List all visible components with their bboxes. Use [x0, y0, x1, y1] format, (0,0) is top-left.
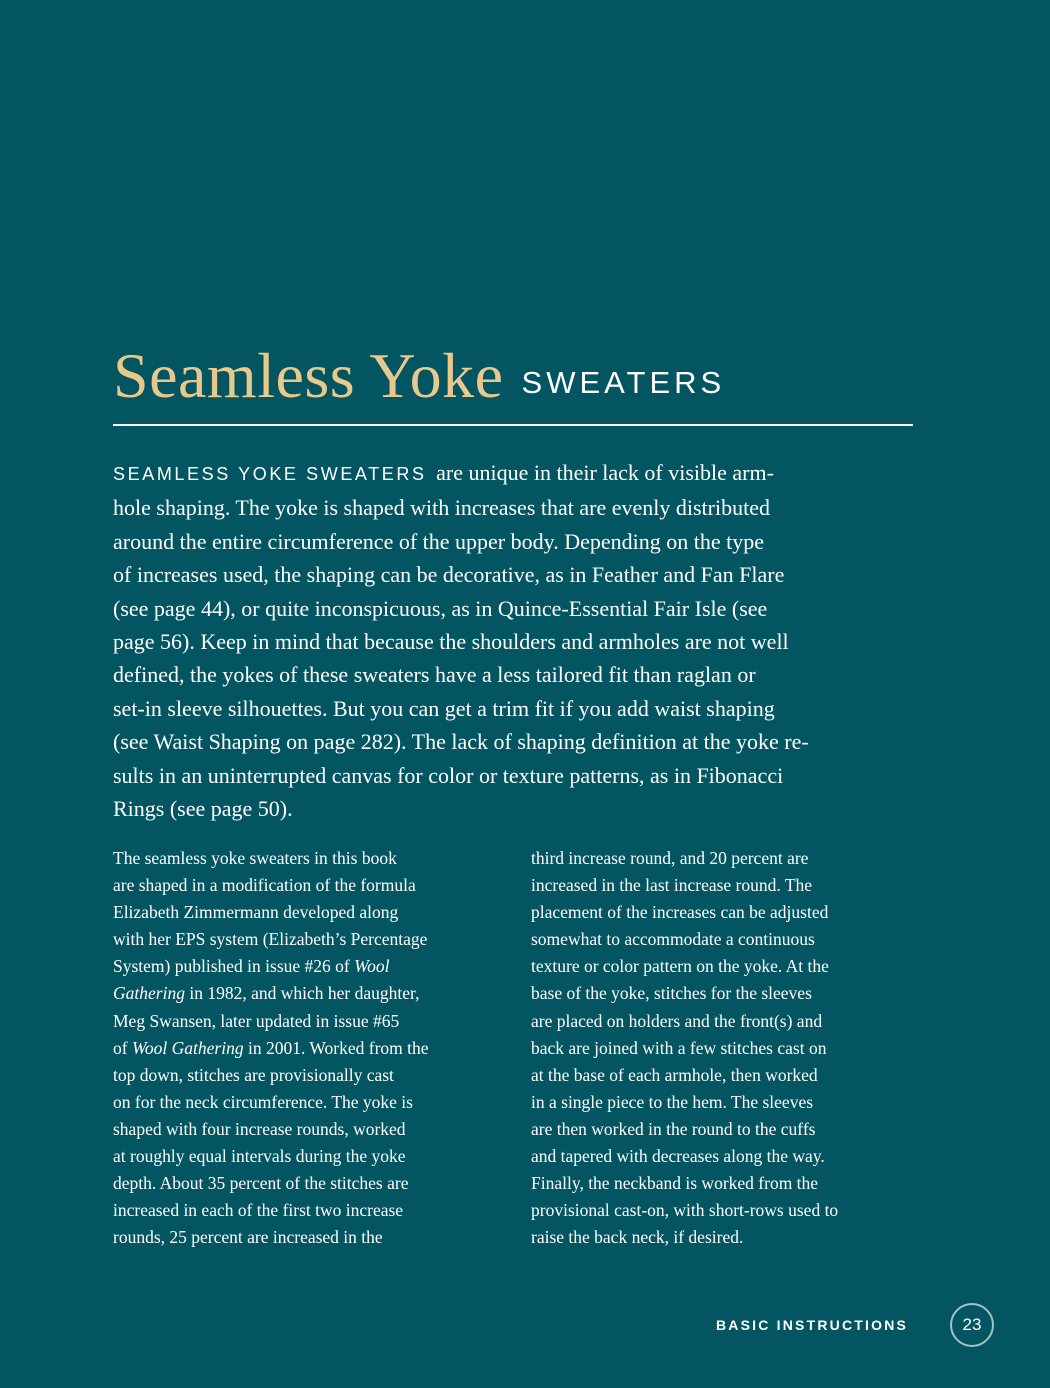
text-run: in 2001. Worked from the [243, 1037, 429, 1058]
text-line: set-in sleeve silhouettes. But you can get a trim fit if you add waist shaping [113, 695, 775, 721]
text-line: and tapered with decreases along the way. [531, 1146, 825, 1167]
text-run: in 1982, and which her daughter, [184, 983, 420, 1004]
text-line: back are joined with a few stitches cast on [531, 1037, 827, 1058]
text-run: of [113, 1037, 132, 1058]
text-line: page 56). Keep in mind that because the shoulders and armholes are not well [113, 629, 789, 655]
text-line [113, 1035, 503, 1062]
text-line: The seamless yoke sweaters in this book [113, 848, 397, 868]
text-line: at the base of each armhole, then worked [531, 1064, 818, 1085]
text-line: rounds, 25 percent are increased in the [113, 1227, 383, 1248]
text-line: in a single piece to the hem. The sleeves [531, 1091, 814, 1112]
text-line: defined, the yokes of these sweaters have a less tailored fit than raglan or [113, 662, 756, 688]
body-column-left [113, 845, 503, 1251]
text-line: third increase round, and 20 percent are [531, 848, 809, 868]
text-line: shaped with four increase rounds, worked [113, 1118, 406, 1139]
text-line: top down, stitches are provisionally cast [113, 1064, 394, 1085]
text-line: with her EPS system (Elizabeth’s Percentage [113, 929, 428, 950]
text-line: around the entire circumference of the upper body. Depending on the type [113, 528, 764, 554]
text-line: hole shaping. The yoke is shaped with increases that are evenly distributed [113, 495, 770, 521]
text-line [113, 980, 503, 1007]
page-number-badge [950, 1303, 994, 1347]
text-line: are placed on holders and the front(s) and [531, 1010, 823, 1031]
text-line: (see page 44), or quite inconspicuous, as in Quince-Essential Fair Isle (see [113, 595, 768, 621]
text-line: on for the neck circumference. The yoke is [113, 1091, 413, 1112]
text-line: are shaped in a modification of the formula [113, 875, 416, 896]
text-line: sults in an uninterrupted canvas for color or texture patterns, as in Fibonacci [113, 762, 784, 788]
text-line: are then worked in the round to the cuffs [531, 1118, 816, 1139]
publication-title: Gathering [113, 983, 185, 1004]
text-line: somewhat to accommodate a continuous [531, 929, 815, 950]
title-sub: SWEATERS [521, 365, 726, 400]
text-line: of increases used, the shaping can be decorative, as in Feather and Fan Flare [113, 562, 785, 588]
section-label: BASIC INSTRUCTIONS [716, 1317, 909, 1333]
text-line [113, 953, 503, 980]
publication-title: Wool Gathering [131, 1037, 244, 1058]
text-line: depth. About 35 percent of the stitches are [113, 1173, 409, 1194]
chapter-header [113, 336, 913, 428]
intro-paragraph [113, 456, 913, 825]
text-line: raise the back neck, if desired. [531, 1227, 744, 1248]
text-line: increased in each of the first two increase [113, 1200, 404, 1221]
text-line [113, 456, 913, 491]
title-main: Seamless Yoke [113, 340, 504, 411]
text-line: at roughly equal intervals during the yoke [113, 1146, 406, 1167]
text-line: increased in the last increase round. The [531, 875, 813, 896]
text-line: Meg Swansen, later updated in issue #65 [113, 1010, 400, 1031]
text-line: Finally, the neckband is worked from the [531, 1173, 819, 1194]
text-line: base of the yoke, stitches for the sleeves [531, 983, 812, 1004]
title-divider [113, 424, 913, 426]
text-line-content: are unique in their lack of visible arm- [436, 460, 774, 485]
text-line: Elizabeth Zimmermann developed along [113, 902, 399, 923]
text-line: texture or color pattern on the yoke. At the [531, 956, 829, 977]
text-line: Rings (see page 50). [113, 796, 293, 822]
publication-title: Wool [354, 956, 390, 977]
text-line: placement of the increases can be adjusted [531, 902, 829, 923]
page-number: 23 [962, 1315, 982, 1334]
page-title [113, 336, 725, 416]
text-line: provisional cast-on, with short-rows used to [531, 1200, 839, 1221]
intro-lead: SEAMLESS YOKE SWEATERS [113, 464, 427, 484]
text-line: (see Waist Shaping on page 282). The lack of shaping definition at the yoke re- [113, 729, 809, 755]
body-column-right [531, 845, 921, 1251]
text-run: System) published in issue #26 of [113, 956, 355, 977]
